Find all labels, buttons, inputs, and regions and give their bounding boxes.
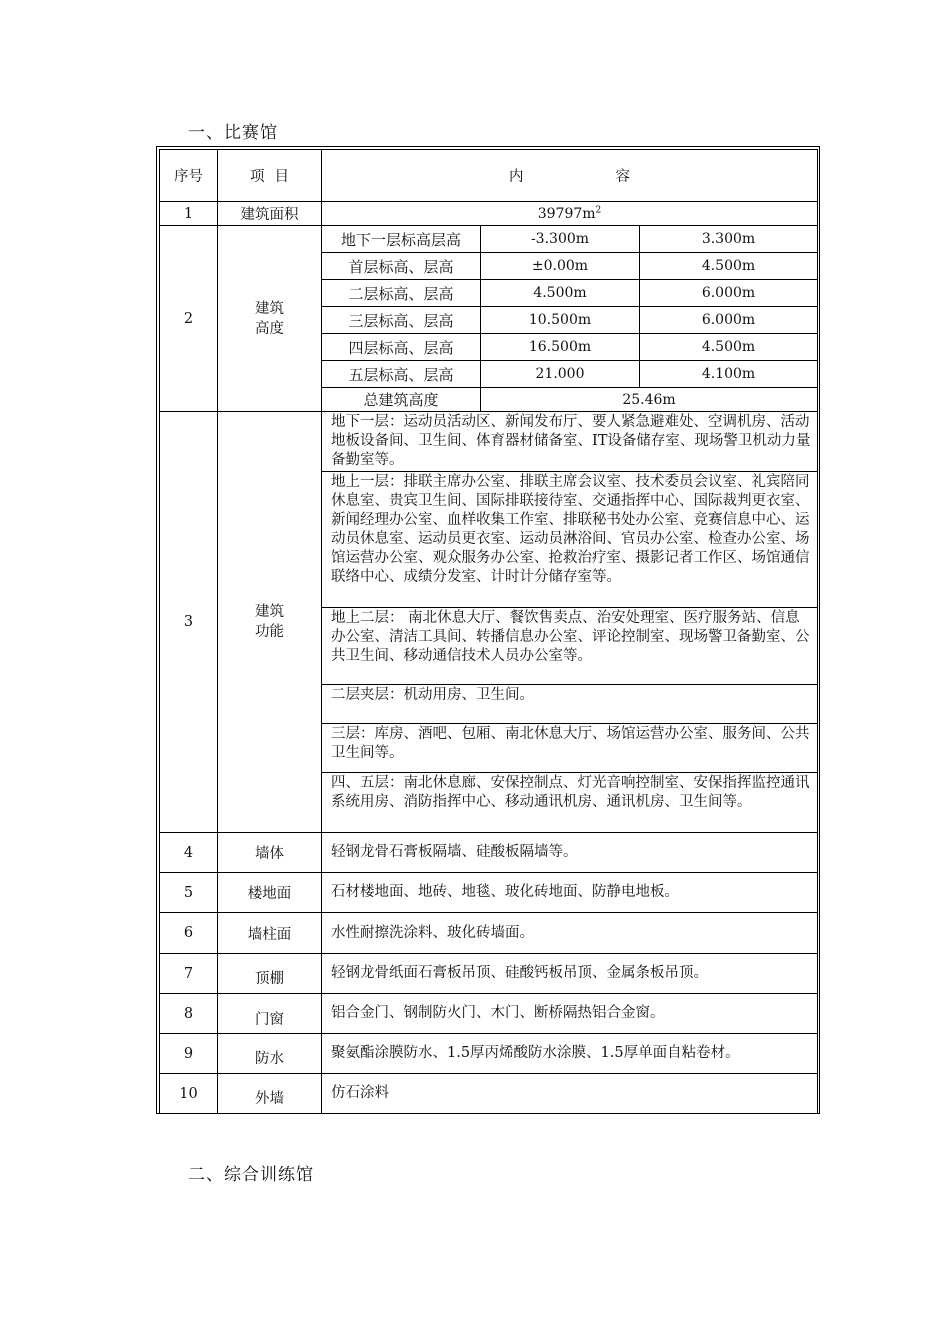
row-item: 防水 (218, 1034, 322, 1074)
row-item: 外墙 (218, 1074, 322, 1114)
section-heading-2: 二、综合训练馆 (188, 1165, 314, 1185)
floor-height: 3.300m (640, 226, 818, 253)
floor-elevation: 16.500m (481, 334, 640, 361)
row-item: 门窗 (218, 994, 322, 1034)
floor-height: 6.000m (640, 280, 818, 307)
floor-height: 6.000m (640, 307, 818, 334)
row-content: 仿石涂料 (322, 1074, 818, 1114)
row-2-item (218, 226, 322, 412)
row-3-item-line1: 建筑 (255, 604, 284, 620)
floor-label: 二层标高、层高 (322, 280, 481, 307)
row-5 (160, 873, 818, 913)
floor-label: 地下一层标高层高 (322, 226, 481, 253)
header-item-b: 目 (274, 169, 289, 185)
row-content: 铝合金门、钢制防火门、木门、断桥隔热铝合金窗。 (322, 994, 818, 1034)
row-item: 墙柱面 (218, 913, 322, 954)
row-no: 10 (160, 1074, 218, 1114)
row-9 (160, 1034, 818, 1074)
function-paragraph: 地上一层：排联主席办公室、排联主席会议室、技术委员会议室、礼宾陪同休息室、贵宾卫生间、国际排联接待室、交通指挥中心、国际裁判更衣室、新闻经理办公室、血样收集工作室、排联秘书处办公室、竞赛信息中心、运动员休息室、运动员更衣室、运动员淋浴间、官员办公室、检查办公室、场馆运营办公室、观众服务办公室、抢救治疗室、摄影记者工作区、场馆通信联络中心、成绩分发室、计时计分储存室等。 (322, 472, 818, 608)
row-content: 石材楼地面、地砖、地毯、玻化砖地面、防静电地板。 (322, 873, 818, 913)
header-row (160, 150, 818, 202)
row-no: 8 (160, 994, 218, 1034)
row-4 (160, 833, 818, 873)
total-height-label: 总建筑高度 (322, 388, 481, 412)
spec-table (159, 149, 818, 1114)
function-paragraph: 地下一层：运动员活动区、新闻发布厅、要人紧急避难处、空调机房、活动地板设备间、卫生间、体育器材储备室、IT设备储存室、现场警卫机动力量备勤室等。 (322, 412, 818, 472)
function-paragraph: 二层夹层：机动用房、卫生间。 (322, 685, 818, 724)
row-content: 水性耐擦洗涂料、玻化砖墙面。 (322, 913, 818, 954)
floor-label: 五层标高、层高 (322, 361, 481, 388)
row-8 (160, 994, 818, 1034)
floor-elevation: -3.300m (481, 226, 640, 253)
row-no: 7 (160, 954, 218, 994)
function-paragraph: 地上二层： 南北休息大厅、餐饮售卖点、治安处理室、医疗服务站、信息办公室、清洁工具间、转播信息办公室、评论控制室、现场警卫备勤室、公共卫生间、移动通信技术人员办公室等。 (322, 608, 818, 685)
header-item (218, 150, 322, 202)
row-item: 墙体 (218, 833, 322, 873)
header-content-b: 容 (615, 169, 631, 185)
floor-elevation: 21.000 (481, 361, 640, 388)
row-content: 聚氨酯涂膜防水、1.5厚丙烯酸防水涂膜、1.5厚单面自粘卷材。 (322, 1034, 818, 1074)
floor-height: 4.100m (640, 361, 818, 388)
section-heading-1: 一、比赛馆 (188, 123, 278, 143)
function-paragraph: 四、五层：南北休息廊、安保控制点、灯光音响控制室、安保指挥监控通讯系统用房、消防指挥中心、移动通讯机房、通讯机房、卫生间等。 (322, 773, 818, 833)
header-content-a: 内 (509, 169, 524, 185)
floor-label: 三层标高、层高 (322, 307, 481, 334)
floor-elevation: 4.500m (481, 280, 640, 307)
row-content: 轻钢龙骨纸面石膏板吊顶、硅酸钙板吊顶、金属条板吊顶。 (322, 954, 818, 994)
function-paragraph: 三层：库房、酒吧、包厢、南北休息大厅、场馆运营办公室、服务间、公共卫生间等。 (322, 724, 818, 773)
row-no: 6 (160, 913, 218, 954)
row-no: 5 (160, 873, 218, 913)
area-sup: 2 (595, 204, 602, 215)
floor-height: 4.500m (640, 253, 818, 280)
header-item-a: 项 (250, 169, 265, 185)
row-1-no: 1 (160, 202, 218, 226)
row-10 (160, 1074, 818, 1114)
row-item: 楼地面 (218, 873, 322, 913)
row-item: 顶棚 (218, 954, 322, 994)
floor-elevation: ±0.00m (481, 253, 640, 280)
row-no: 9 (160, 1034, 218, 1074)
floor-elevation: 10.500m (481, 307, 640, 334)
floor-height: 4.500m (640, 334, 818, 361)
row-3-item (218, 412, 322, 833)
row-1 (160, 202, 818, 226)
row-7 (160, 954, 818, 994)
row-1-value (322, 202, 818, 226)
floor-label: 首层标高、层高 (322, 253, 481, 280)
row-2-item-line1: 建筑 (255, 300, 284, 317)
header-content (322, 150, 818, 202)
row-no: 4 (160, 833, 218, 873)
row-2-floor-0 (160, 226, 818, 253)
row-6 (160, 913, 818, 954)
row-content: 轻钢龙骨石膏板隔墙、硅酸板隔墙等。 (322, 833, 818, 873)
floor-label: 四层标高、层高 (322, 334, 481, 361)
spec-table-frame (156, 146, 820, 1114)
area-value: 39797m (537, 205, 596, 222)
total-height-value: 25.46m (481, 388, 818, 412)
header-no: 序号 (160, 150, 218, 202)
row-2-no: 2 (160, 226, 218, 412)
row-3-para-0 (160, 412, 818, 472)
row-3-item-line2: 功能 (255, 624, 284, 640)
row-2-item-line2: 高度 (255, 320, 284, 337)
row-1-item: 建筑面积 (218, 202, 322, 226)
row-3-no: 3 (160, 412, 218, 833)
